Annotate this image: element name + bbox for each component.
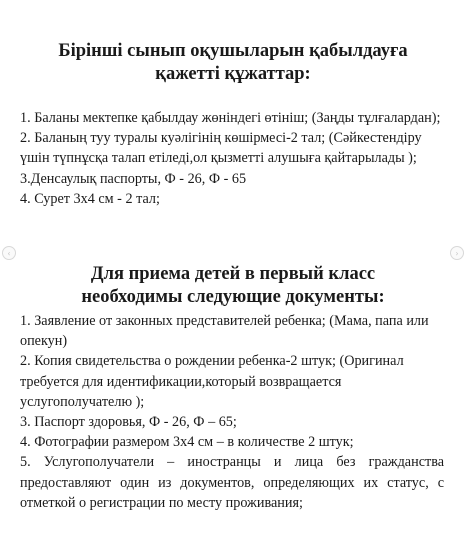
chevron-left-icon: ‹ bbox=[7, 248, 11, 258]
kazakh-document-list bbox=[20, 108, 444, 209]
list-item: 1. Баланы мектепке қабылдау жөніндегі өтініш; (Заңды тұлғалардан); bbox=[20, 110, 441, 126]
list-item: 1. Заявление от законных представителей ребенка; (Мама, папа или опекун) bbox=[20, 313, 429, 350]
russian-document-list bbox=[20, 311, 444, 513]
list-item: 2. Копия свидетельства о рождении ребенка-2 штук; (Оригинал требуется для идентификации,который возвращается услугополучателю ); bbox=[20, 353, 404, 410]
russian-heading-line2: необходимы следующие документы: bbox=[81, 287, 385, 307]
kazakh-heading bbox=[20, 40, 446, 86]
kazakh-heading-line1: Бірінші сынып оқушыларын қабылдауға bbox=[58, 41, 408, 61]
list-item: 3.Денсаулық паспорты, Ф - 26, Ф - 65 bbox=[20, 170, 247, 187]
list-item: 2. Баланың туу туралы куәлігінің көшірмесі-2 тал; (Сәйкестендіру үшін түпнұсқа талап етіледі,ол қызметті алушыға қайтарылады ); bbox=[20, 130, 422, 167]
list-item: 3. Паспорт здоровья, Ф - 26, Ф – 65; bbox=[20, 414, 237, 431]
chevron-right-icon: › bbox=[455, 248, 459, 258]
prev-slide-button[interactable] bbox=[2, 246, 16, 260]
list-item: 5. Услугополучатели – иностранцы и лица без гражданства предоставляют один из документов, определяющих их статус, с отметкой о регистрации по месту проживания; bbox=[20, 454, 444, 511]
russian-heading bbox=[20, 263, 446, 309]
russian-heading-line1: Для приема детей в первый класс bbox=[90, 264, 376, 284]
kazakh-heading-line2: қажетті құжаттар: bbox=[155, 64, 311, 84]
list-item: 4. Сурет 3х4 см - 2 тал; bbox=[20, 190, 160, 207]
list-item: 4. Фотографии размером 3х4 см – в количестве 2 штук; bbox=[20, 434, 354, 451]
next-slide-button[interactable] bbox=[450, 246, 464, 260]
